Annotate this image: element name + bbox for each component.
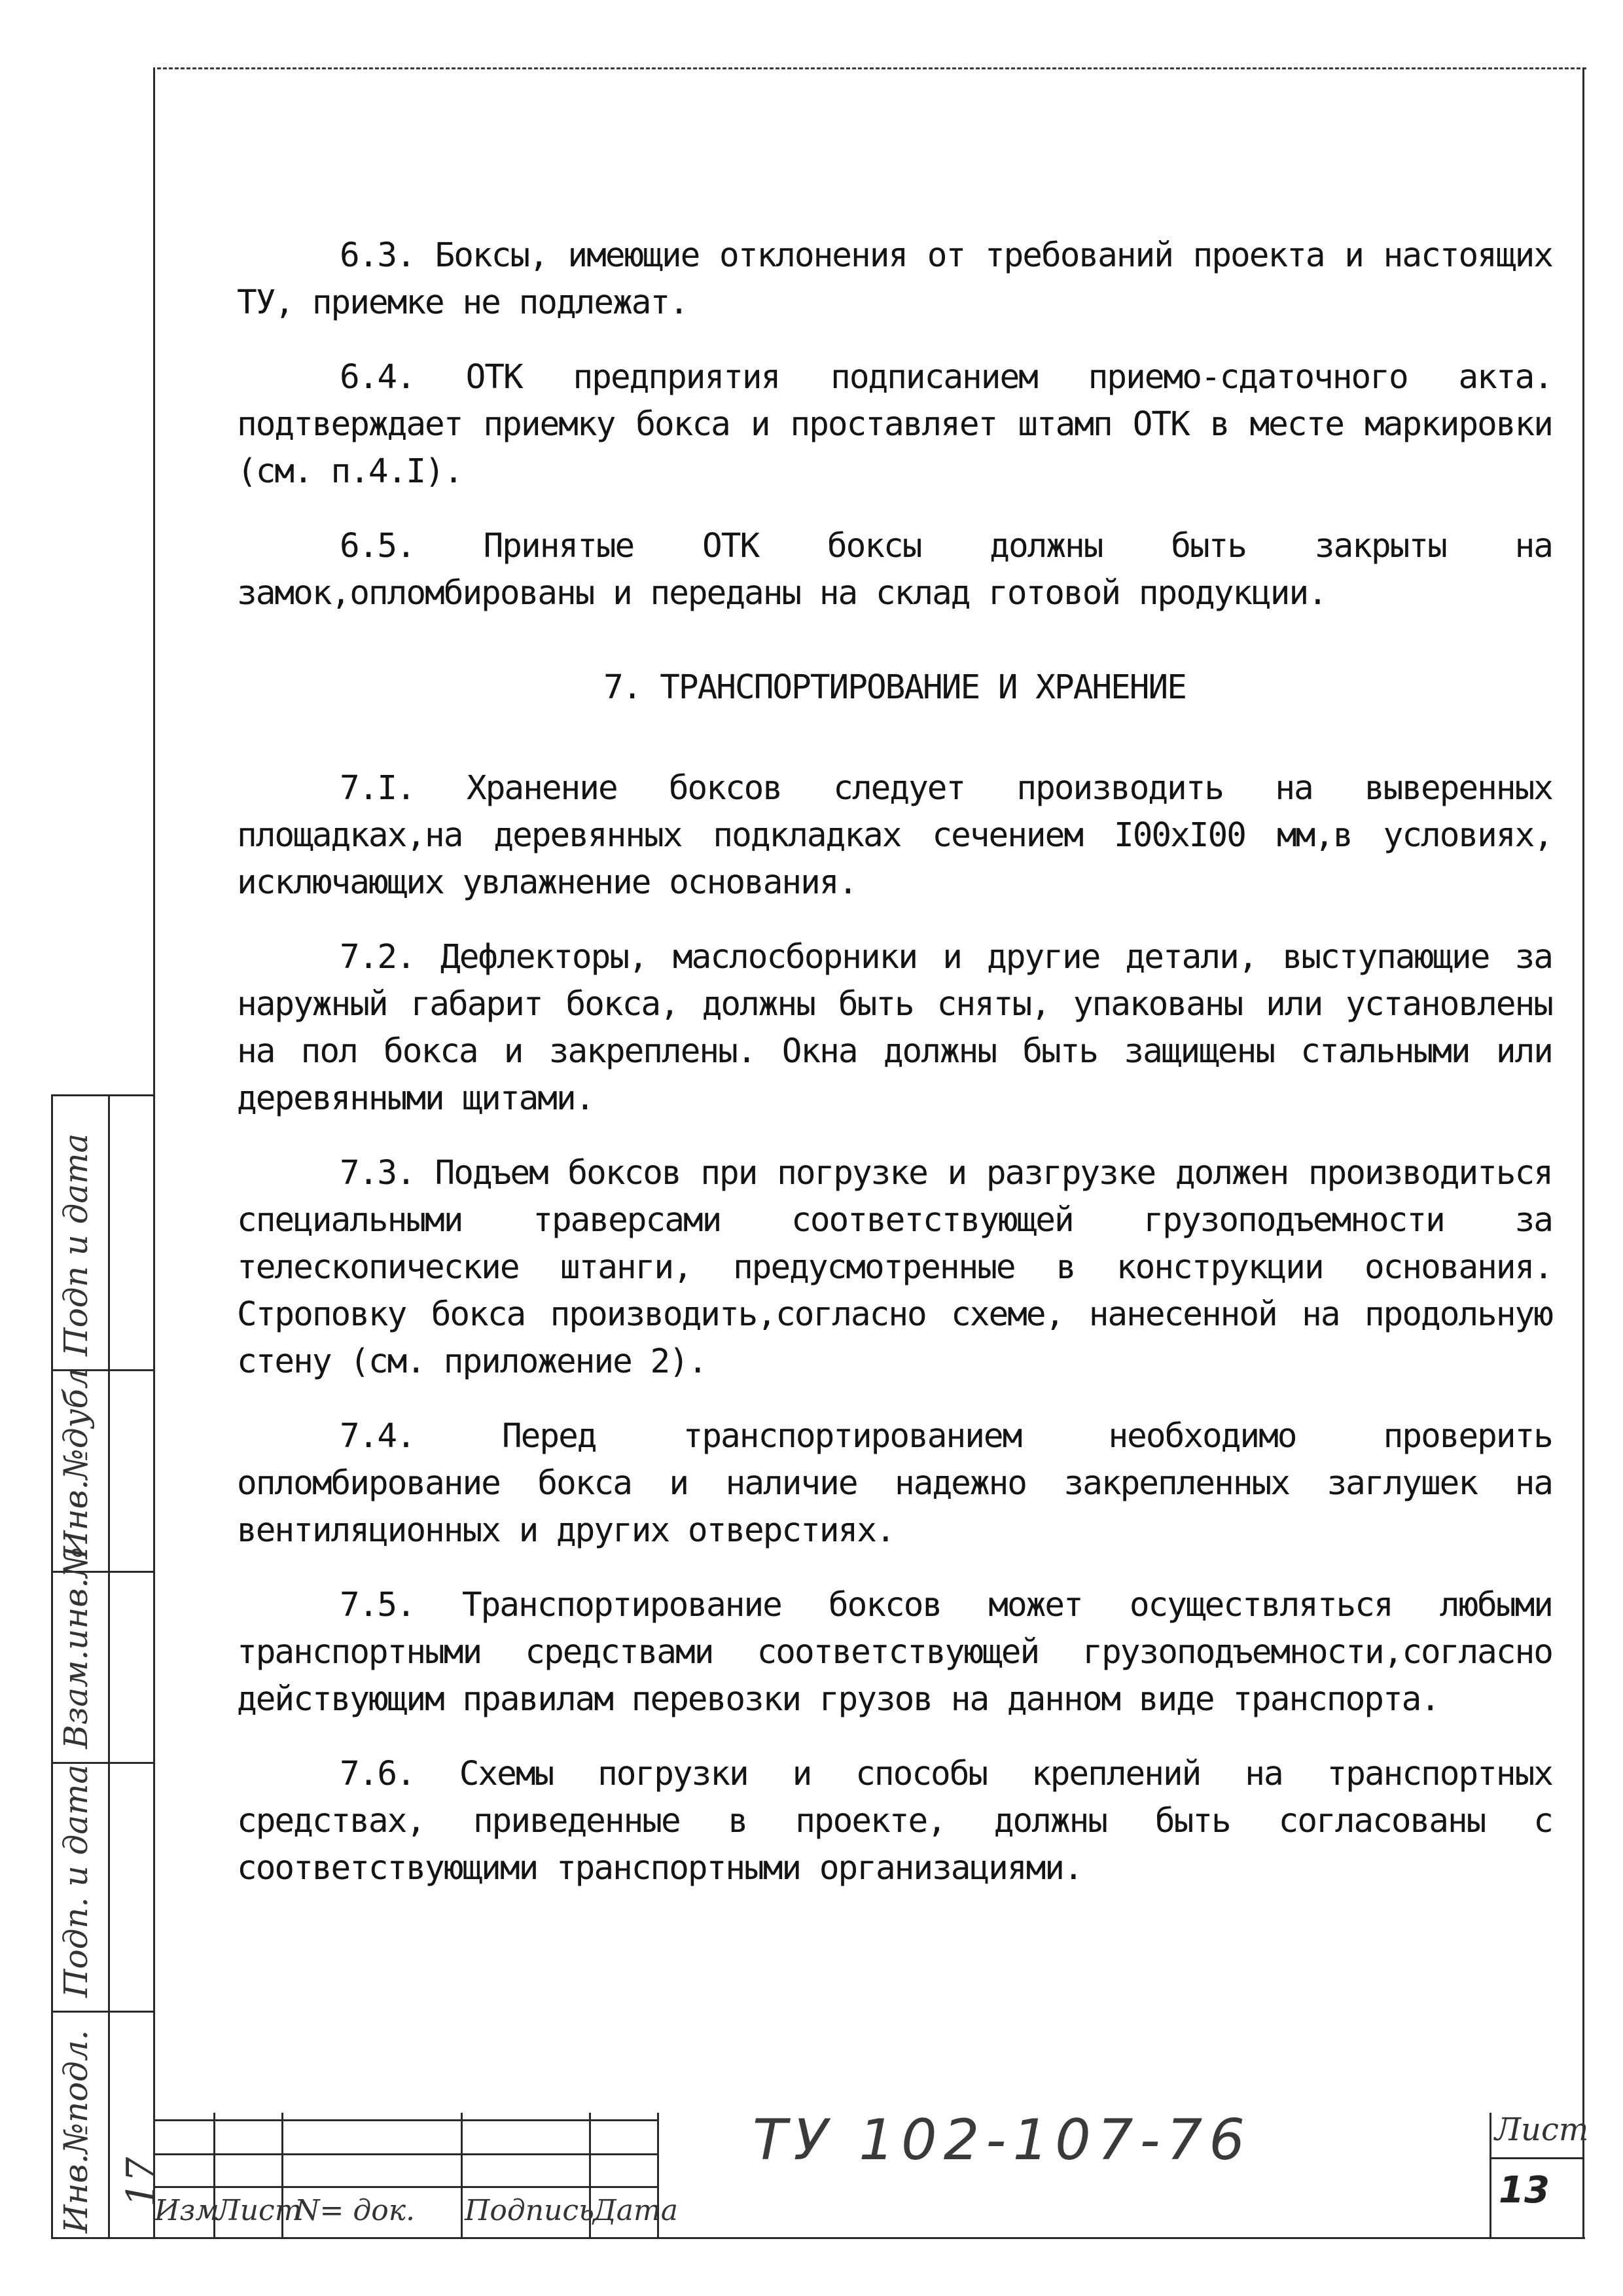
paragraph-7-3: 7.3. Подъем боксов при погрузке и разгрузке должен производиться специальными траверсами соответствующей грузоподъемности за телескопические штанги, предусмотренные в конструкции основания. Строповку бокса производить,согласно схеме, нанесенной на продольную стену (см. приложение 2). bbox=[237, 1154, 1552, 1381]
side-label-podp-data: Подп и дата bbox=[57, 1133, 95, 1356]
title-block-col-line bbox=[461, 2113, 463, 2238]
side-cell-border bbox=[53, 1094, 155, 1096]
document-body bbox=[237, 232, 1552, 1920]
side-label-inv-dubl: Инв.№дубл bbox=[57, 1368, 95, 1559]
frame-top-border bbox=[157, 67, 1586, 69]
document-code: ТУ 102-107-76 bbox=[753, 2108, 1252, 2173]
title-block-row-line bbox=[1489, 2157, 1584, 2159]
title-block-col-line bbox=[1489, 2113, 1491, 2238]
paragraph-7-5: 7.5. Транспортирование боксов может осуществляться любыми транспортными средствами соответствующей грузоподъемности,согласно действующим правилам перевозки грузов на данном виде транспорта. bbox=[237, 1586, 1552, 1719]
title-block-col-podpis: Подпись bbox=[465, 2194, 595, 2227]
title-block-row-line bbox=[153, 2153, 657, 2155]
title-block-row-line bbox=[153, 2119, 657, 2121]
side-label-vzam-inv: Взам.инв.№ bbox=[57, 1547, 95, 1749]
title-block-col-list: Лист bbox=[216, 2194, 302, 2227]
paragraph-7-2: 7.2. Дефлекторы, маслосборники и другие детали, выступающие за наружный габарит бокса, должны быть сняты, упакованы или установлены на пол бокса и закреплены. Окна должны быть защищены стальными или деревянными щитами. bbox=[237, 938, 1552, 1118]
title-block-col-ndok: N= док. bbox=[294, 2194, 415, 2227]
sheet-label: Лист bbox=[1495, 2111, 1589, 2148]
paragraph-7-4: 7.4. Перед транспортированием необходимо проверить опломбирование бокса и наличие надежно закрепленных заглушек на вентиляционных и других отверстиях. bbox=[237, 1417, 1552, 1550]
paragraph-6-3: 6.3. Боксы, имеющие отклонения от требований проекта и настоящих ТУ, приемке не подлежат. bbox=[237, 236, 1552, 322]
side-label-podp-data-2: Подп. и дата bbox=[57, 1764, 95, 1998]
side-cell-border bbox=[53, 1762, 155, 1764]
side-stamp-divider bbox=[108, 1094, 110, 2237]
title-block-col-izm: Изм bbox=[154, 2194, 219, 2227]
side-stamp bbox=[51, 1094, 164, 2237]
paragraph-6-4: 6.4. ОТК предприятия подписанием приемо-сдаточного акта. подтверждает приемку бокса и проставляет штамп ОТК в месте маркировки (см. п.4.I). bbox=[237, 358, 1552, 491]
side-inv-podl-value: 17 bbox=[118, 2157, 164, 2207]
title-block-col-data: Дата bbox=[593, 2194, 678, 2227]
side-label-inv-podl: Инв.№подл. bbox=[57, 2030, 95, 2233]
paragraph-7-1: 7.I. Хранение боксов следует производить на выверенных площадках,на деревянных подкладках сечением I00хI00 мм,в условиях, исключающих увлажнение основания. bbox=[237, 769, 1552, 902]
section-title: 7. ТРАНСПОРТИРОВАНИЕ И ХРАНЕНИЕ bbox=[603, 668, 1186, 707]
sheet-number: 13 bbox=[1499, 2169, 1550, 2212]
title-block-row-line bbox=[153, 2186, 657, 2188]
paragraph-7-6: 7.6. Схемы погрузки и способы креплений на транспортных средствах, приведенные в проекте, должны быть согласованы с соответствующими транспортными организациями. bbox=[237, 1755, 1552, 1888]
side-cell-border bbox=[53, 2011, 155, 2013]
paragraph-6-5: 6.5. Принятые ОТК боксы должны быть закрыты на замок,опломбированы и переданы на склад готовой продукции. bbox=[237, 527, 1552, 613]
frame-right-border bbox=[1582, 67, 1584, 2239]
